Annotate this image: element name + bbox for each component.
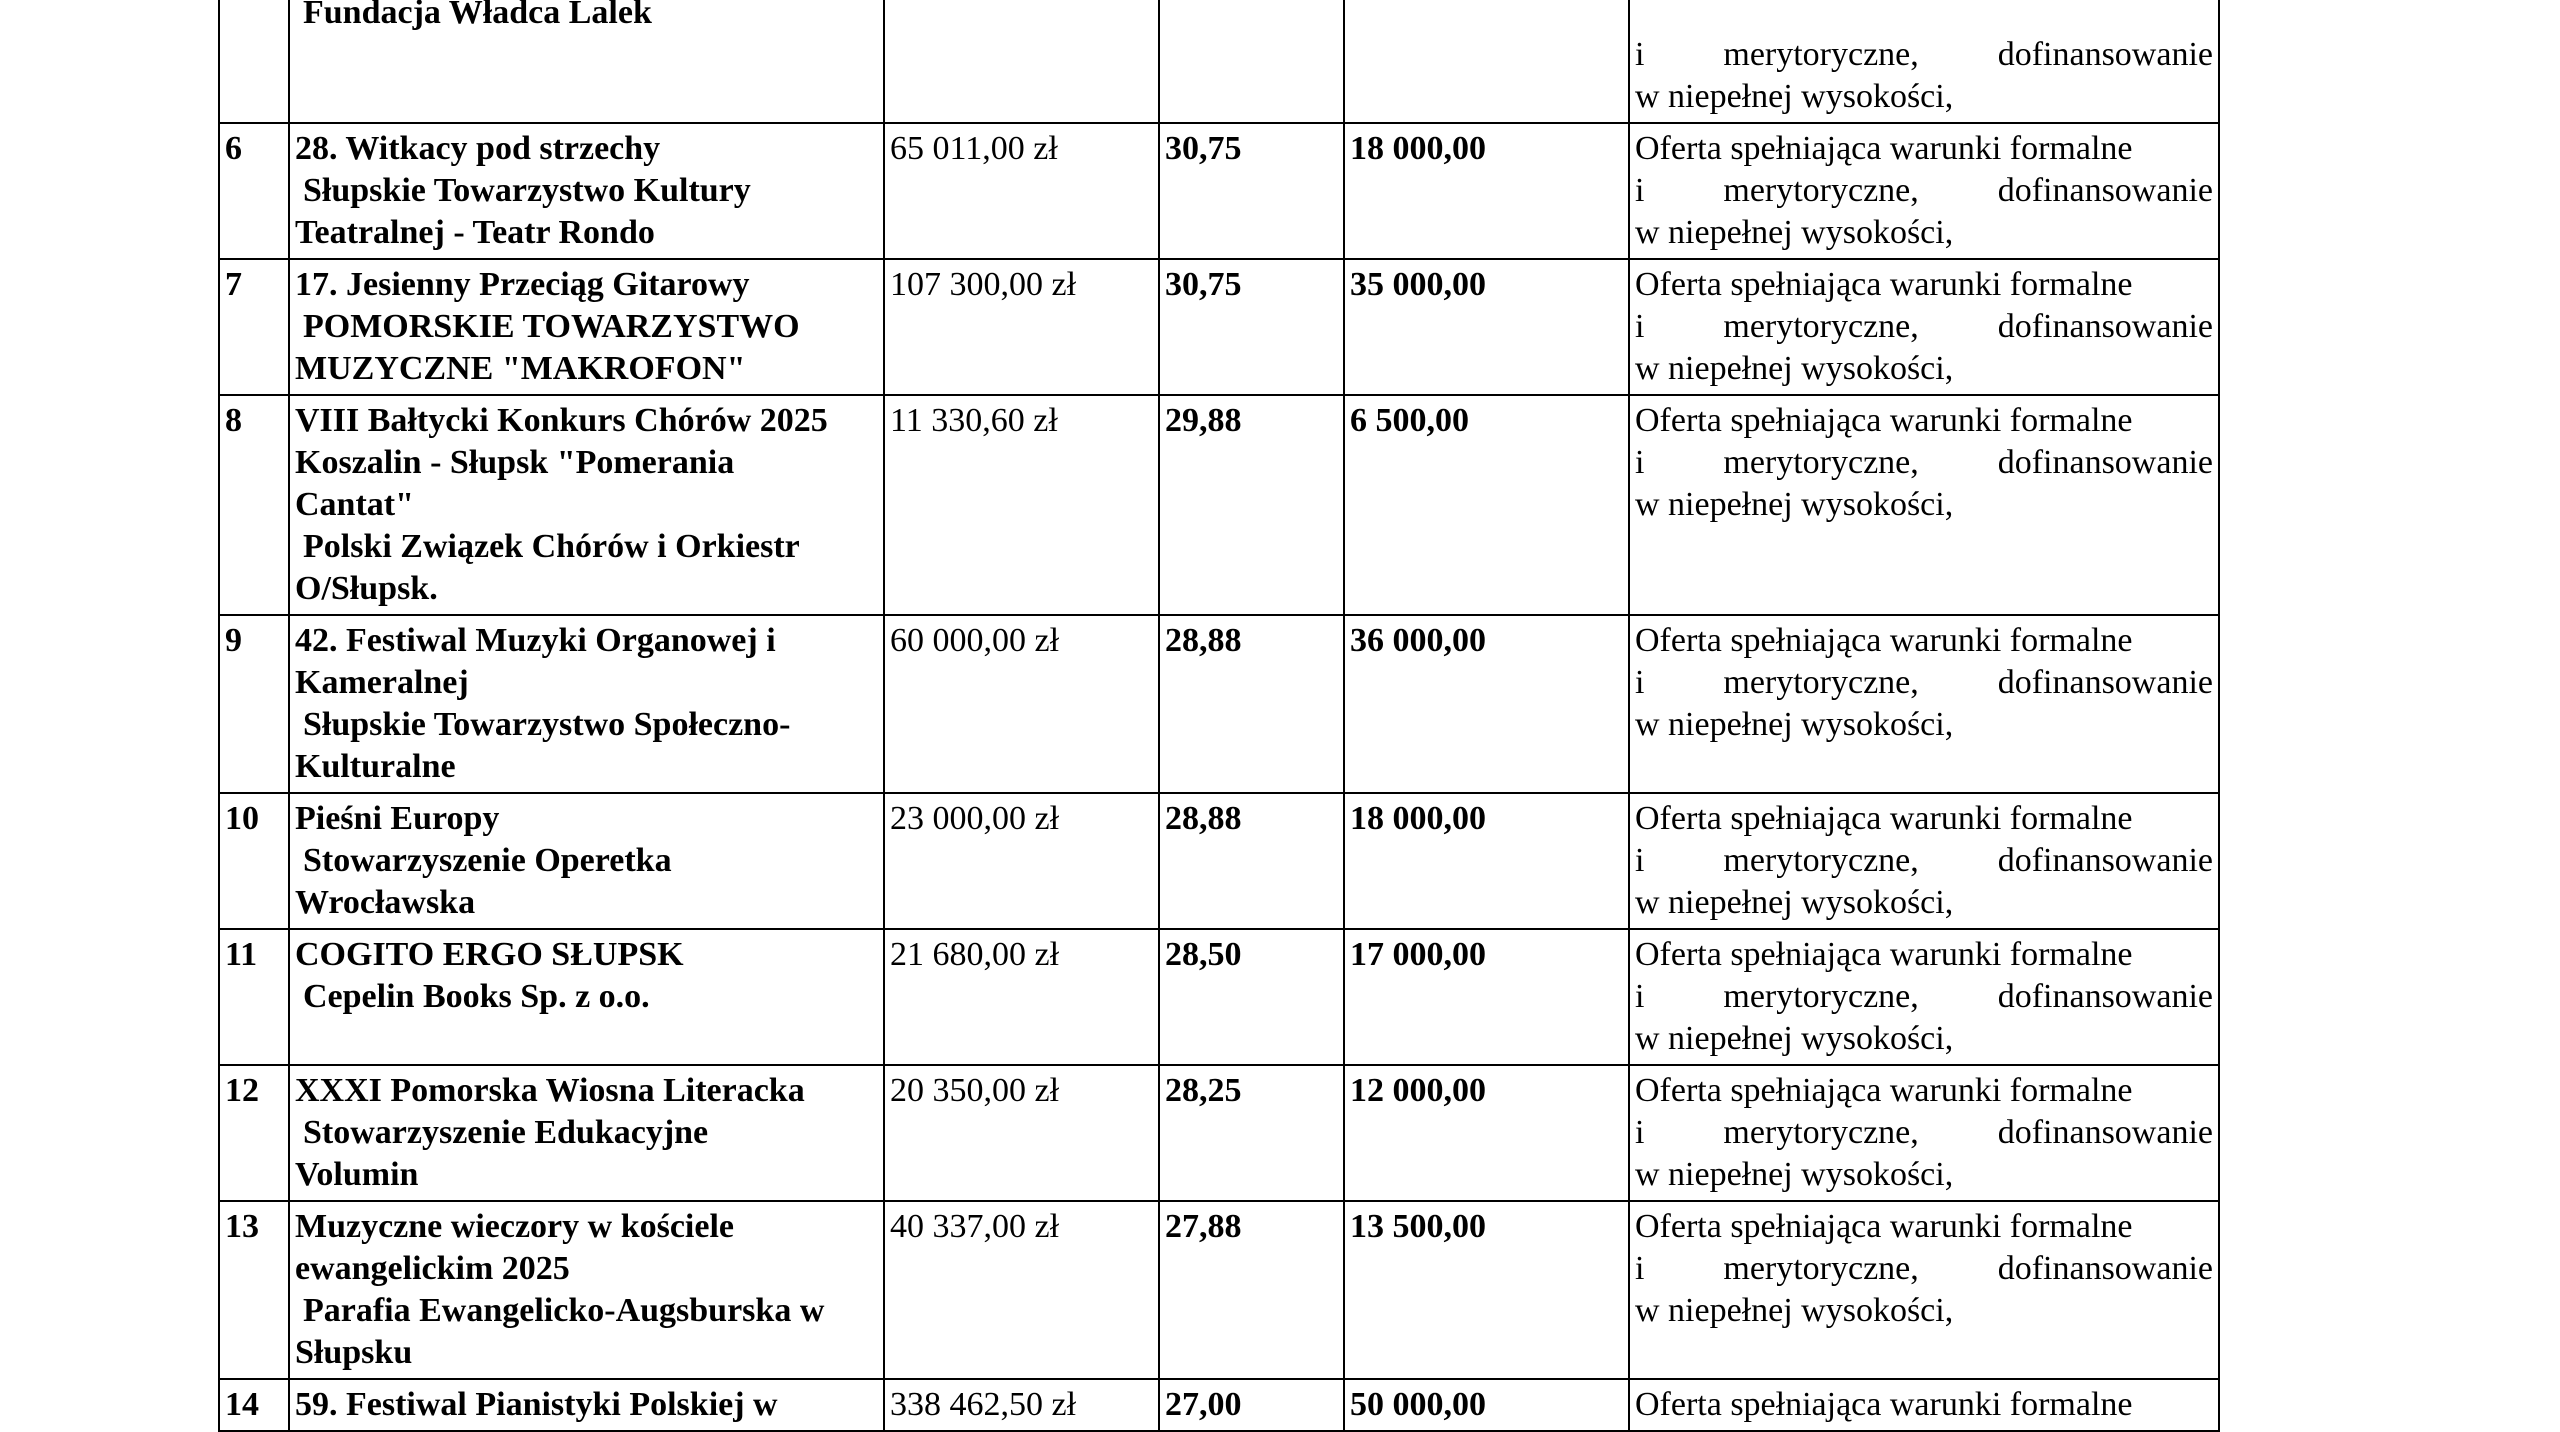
remarks-word: dofinansowanie — [1997, 664, 2213, 701]
remarks-line: w niepełnej wysokości, — [1635, 350, 1954, 387]
total-cost-cell: 20 350,00 zł — [884, 1065, 1159, 1201]
total-cost-cell: 11 330,60 zł — [884, 395, 1159, 615]
remarks-word: merytoryczne, — [1723, 36, 1919, 73]
remarks-justified-line — [1635, 976, 2213, 1018]
remarks-line: w niepełnej wysokości, — [1635, 486, 1954, 523]
task-title-line: 28. Witkacy pod strzechy — [295, 130, 661, 167]
score-cell: 29,88 — [1159, 395, 1344, 615]
task-cell — [289, 615, 884, 793]
row-number: 9 — [219, 615, 289, 793]
remarks-line: Oferta spełniająca warunki formalne — [1635, 936, 2133, 973]
row-number — [219, 0, 289, 123]
score-cell: 27,00 — [1159, 1379, 1344, 1431]
grant-amount-cell — [1344, 0, 1629, 123]
score-cell: 28,50 — [1159, 929, 1344, 1065]
remarks-line: Oferta spełniająca warunki formalne — [1635, 1386, 2133, 1423]
remarks-word: dofinansowanie — [1997, 172, 2213, 209]
score-cell: 28,88 — [1159, 793, 1344, 929]
grant-amount-cell: 17 000,00 — [1344, 929, 1629, 1065]
remarks-line: w niepełnej wysokości, — [1635, 1020, 1954, 1057]
remarks-word: dofinansowanie — [1997, 308, 2213, 345]
organization-line: Kulturalne — [295, 748, 456, 785]
grant-results-table — [218, 0, 2220, 1432]
task-cell — [289, 395, 884, 615]
task-cell — [289, 259, 884, 395]
task-cell — [289, 929, 884, 1065]
score-cell: 30,75 — [1159, 259, 1344, 395]
remarks-line: Oferta spełniająca warunki formalne — [1635, 622, 2133, 659]
task-title-line: 59. Festiwal Pianistyki Polskiej w — [295, 1386, 778, 1423]
remarks-word: i — [1635, 444, 1645, 481]
remarks-justified-line — [1635, 840, 2213, 882]
remarks-line — [1635, 0, 2213, 34]
remarks-word: i — [1635, 978, 1645, 1015]
organization-line: O/Słupsk. — [295, 570, 438, 607]
remarks-line: Oferta spełniająca warunki formalne — [1635, 266, 2133, 303]
score-cell: 28,88 — [1159, 615, 1344, 793]
organization-line: Stowarzyszenie Operetka — [303, 842, 672, 879]
score-cell — [1159, 0, 1344, 123]
grant-amount-cell: 18 000,00 — [1344, 793, 1629, 929]
total-cost-cell — [884, 0, 1159, 123]
table-row — [219, 615, 2219, 793]
row-number: 11 — [219, 929, 289, 1065]
remarks-word: merytoryczne, — [1723, 978, 1919, 1015]
remarks-cell — [1629, 1201, 2219, 1379]
task-title-line: ewangelickim 2025 — [295, 1250, 570, 1287]
remarks-line: Oferta spełniająca warunki formalne — [1635, 130, 2133, 167]
remarks-justified-line — [1635, 1248, 2213, 1290]
task-cell — [289, 0, 884, 123]
task-cell — [289, 793, 884, 929]
organization-line: Słupskie Towarzystwo Kultury — [303, 172, 751, 209]
organization-line: Teatralnej - Teatr Rondo — [295, 214, 655, 251]
row-number: 14 — [219, 1379, 289, 1431]
organization-line: Cepelin Books Sp. z o.o. — [303, 978, 650, 1015]
remarks-word: dofinansowanie — [1997, 978, 2213, 1015]
row-number: 6 — [219, 123, 289, 259]
row-number: 7 — [219, 259, 289, 395]
remarks-word: merytoryczne, — [1723, 1114, 1919, 1151]
remarks-line: w niepełnej wysokości, — [1635, 1156, 1954, 1193]
total-cost-cell: 40 337,00 zł — [884, 1201, 1159, 1379]
total-cost-cell: 107 300,00 zł — [884, 259, 1159, 395]
remarks-cell — [1629, 1379, 2219, 1431]
remarks-word: merytoryczne, — [1723, 308, 1919, 345]
remarks-justified-line — [1635, 442, 2213, 484]
remarks-line: Oferta spełniająca warunki formalne — [1635, 402, 2133, 439]
remarks-justified-line — [1635, 170, 2213, 212]
grant-amount-cell: 13 500,00 — [1344, 1201, 1629, 1379]
remarks-word: i — [1635, 842, 1645, 879]
table-body — [219, 0, 2219, 1431]
task-title-line: Muzyczne wieczory w kościele — [295, 1208, 734, 1245]
remarks-word: dofinansowanie — [1997, 842, 2213, 879]
remarks-line: Oferta spełniająca warunki formalne — [1635, 1208, 2133, 1245]
task-title-line: COGITO ERGO SŁUPSK — [295, 936, 684, 973]
table-row — [219, 1201, 2219, 1379]
row-number: 8 — [219, 395, 289, 615]
remarks-word: dofinansowanie — [1997, 1114, 2213, 1151]
remarks-cell — [1629, 1065, 2219, 1201]
row-number: 10 — [219, 793, 289, 929]
remarks-line: w niepełnej wysokości, — [1635, 78, 1954, 115]
grant-amount-cell: 35 000,00 — [1344, 259, 1629, 395]
remarks-line: Oferta spełniająca warunki formalne — [1635, 800, 2133, 837]
organization-line: Słupskie Towarzystwo Społeczno- — [303, 706, 791, 743]
remarks-line: Oferta spełniająca warunki formalne — [1635, 1072, 2133, 1109]
remarks-word: i — [1635, 1250, 1645, 1287]
table-row — [219, 929, 2219, 1065]
remarks-line: w niepełnej wysokości, — [1635, 706, 1954, 743]
remarks-word: merytoryczne, — [1723, 172, 1919, 209]
remarks-word: dofinansowanie — [1997, 444, 2213, 481]
row-number: 12 — [219, 1065, 289, 1201]
total-cost-cell: 65 011,00 zł — [884, 123, 1159, 259]
table-row — [219, 259, 2219, 395]
remarks-word: i — [1635, 172, 1645, 209]
score-cell: 30,75 — [1159, 123, 1344, 259]
task-cell — [289, 1201, 884, 1379]
row-number: 13 — [219, 1201, 289, 1379]
organization-line: Polski Związek Chórów i Orkiestr — [303, 528, 800, 565]
task-title-line: 42. Festiwal Muzyki Organowej i — [295, 622, 776, 659]
task-title-line: XXXI Pomorska Wiosna Literacka — [295, 1072, 805, 1109]
task-title-line: Koszalin - Słupsk "Pomerania — [295, 444, 735, 481]
table-row — [219, 793, 2219, 929]
score-cell: 27,88 — [1159, 1201, 1344, 1379]
remarks-justified-line — [1635, 306, 2213, 348]
remarks-word: merytoryczne, — [1723, 1250, 1919, 1287]
organization-line: Stowarzyszenie Edukacyjne — [303, 1114, 709, 1151]
remarks-line: w niepełnej wysokości, — [1635, 214, 1954, 251]
grant-amount-cell: 6 500,00 — [1344, 395, 1629, 615]
remarks-cell — [1629, 793, 2219, 929]
remarks-word: merytoryczne, — [1723, 664, 1919, 701]
organization-line: Volumin — [295, 1156, 419, 1193]
total-cost-cell: 60 000,00 zł — [884, 615, 1159, 793]
total-cost-cell: 21 680,00 zł — [884, 929, 1159, 1065]
grant-amount-cell: 50 000,00 — [1344, 1379, 1629, 1431]
remarks-line: w niepełnej wysokości, — [1635, 1292, 1954, 1329]
organization-line: POMORSKIE TOWARZYSTWO — [303, 308, 800, 345]
remarks-word: i — [1635, 1114, 1645, 1151]
task-cell — [289, 123, 884, 259]
task-title-line: Cantat" — [295, 486, 414, 523]
organization-line: MUZYCZNE "MAKROFON" — [295, 350, 746, 387]
score-cell: 28,25 — [1159, 1065, 1344, 1201]
table-row — [219, 0, 2219, 123]
results-table-container — [218, 0, 2220, 1432]
task-title-line: 17. Jesienny Przeciąg Gitarowy — [295, 266, 750, 303]
remarks-cell — [1629, 0, 2219, 123]
remarks-cell — [1629, 259, 2219, 395]
remarks-word: merytoryczne, — [1723, 444, 1919, 481]
grant-amount-cell: 36 000,00 — [1344, 615, 1629, 793]
table-row — [219, 395, 2219, 615]
table-row — [219, 1065, 2219, 1201]
remarks-line: w niepełnej wysokości, — [1635, 884, 1954, 921]
remarks-cell — [1629, 395, 2219, 615]
organization-line: Słupsku — [295, 1334, 413, 1371]
task-title-line: Pieśni Europy — [295, 800, 500, 837]
organization-line: Parafia Ewangelicko-Augsburska w — [303, 1292, 825, 1329]
remarks-cell — [1629, 123, 2219, 259]
remarks-word: merytoryczne, — [1723, 842, 1919, 879]
grant-amount-cell: 18 000,00 — [1344, 123, 1629, 259]
remarks-cell — [1629, 615, 2219, 793]
remarks-word: i — [1635, 36, 1645, 73]
total-cost-cell: 338 462,50 zł — [884, 1379, 1159, 1431]
table-row — [219, 123, 2219, 259]
task-cell — [289, 1379, 884, 1431]
total-cost-cell: 23 000,00 zł — [884, 793, 1159, 929]
task-title-line: Kameralnej — [295, 664, 469, 701]
remarks-word: i — [1635, 664, 1645, 701]
grant-amount-cell: 12 000,00 — [1344, 1065, 1629, 1201]
remarks-justified-line — [1635, 34, 2213, 76]
remarks-word: i — [1635, 308, 1645, 345]
organization-line: Fundacja Władca Lalek — [303, 0, 652, 31]
remarks-word: dofinansowanie — [1997, 1250, 2213, 1287]
remarks-justified-line — [1635, 1112, 2213, 1154]
task-cell — [289, 1065, 884, 1201]
task-title-line: VIII Bałtycki Konkurs Chórów 2025 — [295, 402, 828, 439]
table-row — [219, 1379, 2219, 1431]
remarks-word: dofinansowanie — [1997, 36, 2213, 73]
organization-line: Wrocławska — [295, 884, 476, 921]
remarks-justified-line — [1635, 662, 2213, 704]
remarks-cell — [1629, 929, 2219, 1065]
